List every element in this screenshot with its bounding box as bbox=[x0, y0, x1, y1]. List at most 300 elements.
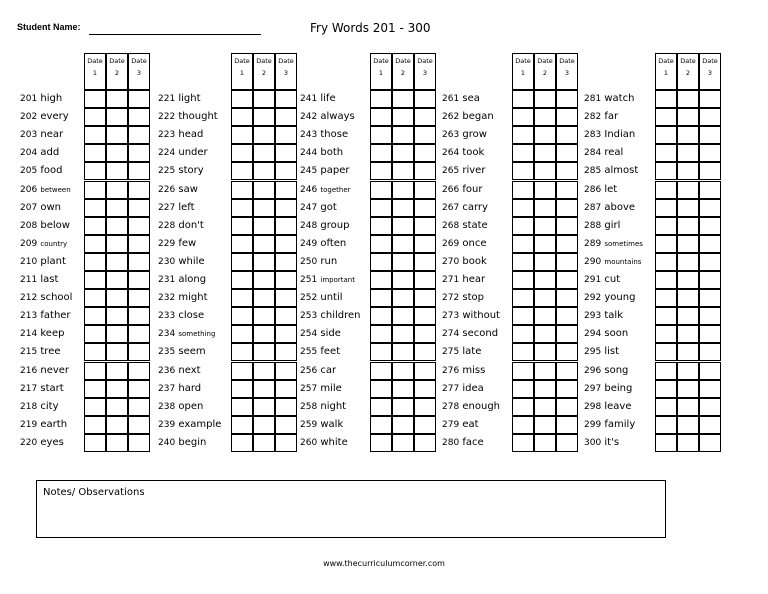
date-checkbox[interactable] bbox=[370, 253, 392, 271]
date-checkbox[interactable] bbox=[699, 362, 721, 380]
date-checkbox[interactable] bbox=[534, 434, 556, 452]
date-checkbox[interactable] bbox=[556, 199, 578, 217]
date-checkbox[interactable] bbox=[655, 217, 677, 235]
date-checkbox[interactable] bbox=[84, 416, 106, 434]
date-checkbox[interactable] bbox=[512, 362, 534, 380]
date-checkbox[interactable] bbox=[677, 126, 699, 144]
date-checkbox[interactable] bbox=[128, 90, 150, 108]
date-checkbox[interactable] bbox=[370, 434, 392, 452]
date-checkbox[interactable] bbox=[534, 362, 556, 380]
date-checkbox[interactable] bbox=[655, 271, 677, 289]
date-checkbox[interactable] bbox=[370, 343, 392, 361]
date-checkbox[interactable] bbox=[534, 235, 556, 253]
date-checkbox[interactable] bbox=[231, 199, 253, 217]
date-checkbox[interactable] bbox=[556, 144, 578, 162]
date-checkbox[interactable] bbox=[253, 416, 275, 434]
date-checkbox[interactable] bbox=[414, 217, 436, 235]
date-checkbox[interactable] bbox=[677, 90, 699, 108]
date-checkbox[interactable] bbox=[84, 199, 106, 217]
date-checkbox[interactable] bbox=[556, 289, 578, 307]
date-checkbox[interactable] bbox=[106, 144, 128, 162]
date-checkbox[interactable] bbox=[392, 126, 414, 144]
date-checkbox[interactable] bbox=[128, 235, 150, 253]
date-checkbox[interactable] bbox=[128, 253, 150, 271]
date-checkbox[interactable] bbox=[84, 108, 106, 126]
date-checkbox[interactable] bbox=[677, 380, 699, 398]
date-checkbox[interactable] bbox=[677, 144, 699, 162]
date-checkbox[interactable] bbox=[370, 181, 392, 199]
date-checkbox[interactable] bbox=[556, 380, 578, 398]
date-checkbox[interactable] bbox=[275, 235, 297, 253]
date-checkbox[interactable] bbox=[699, 343, 721, 361]
date-checkbox[interactable] bbox=[370, 307, 392, 325]
date-checkbox[interactable] bbox=[84, 434, 106, 452]
date-checkbox[interactable] bbox=[414, 199, 436, 217]
date-checkbox[interactable] bbox=[370, 416, 392, 434]
date-checkbox[interactable] bbox=[231, 90, 253, 108]
date-checkbox[interactable] bbox=[655, 416, 677, 434]
date-checkbox[interactable] bbox=[106, 289, 128, 307]
date-checkbox[interactable] bbox=[84, 126, 106, 144]
date-checkbox[interactable] bbox=[512, 235, 534, 253]
date-checkbox[interactable] bbox=[414, 416, 436, 434]
date-checkbox[interactable] bbox=[128, 271, 150, 289]
date-checkbox[interactable] bbox=[106, 126, 128, 144]
date-checkbox[interactable] bbox=[106, 325, 128, 343]
date-checkbox[interactable] bbox=[512, 108, 534, 126]
date-checkbox[interactable] bbox=[699, 380, 721, 398]
date-checkbox[interactable] bbox=[512, 289, 534, 307]
date-checkbox[interactable] bbox=[253, 181, 275, 199]
date-checkbox[interactable] bbox=[677, 362, 699, 380]
date-checkbox[interactable] bbox=[512, 325, 534, 343]
date-checkbox[interactable] bbox=[655, 434, 677, 452]
date-checkbox[interactable] bbox=[275, 362, 297, 380]
date-checkbox[interactable] bbox=[534, 217, 556, 235]
date-checkbox[interactable] bbox=[699, 126, 721, 144]
date-checkbox[interactable] bbox=[370, 144, 392, 162]
date-checkbox[interactable] bbox=[231, 271, 253, 289]
date-checkbox[interactable] bbox=[392, 416, 414, 434]
date-checkbox[interactable] bbox=[253, 217, 275, 235]
date-checkbox[interactable] bbox=[556, 108, 578, 126]
date-checkbox[interactable] bbox=[699, 162, 721, 180]
date-checkbox[interactable] bbox=[414, 126, 436, 144]
date-checkbox[interactable] bbox=[253, 199, 275, 217]
date-checkbox[interactable] bbox=[275, 199, 297, 217]
date-checkbox[interactable] bbox=[370, 199, 392, 217]
date-checkbox[interactable] bbox=[655, 380, 677, 398]
date-checkbox[interactable] bbox=[231, 235, 253, 253]
date-checkbox[interactable] bbox=[106, 199, 128, 217]
date-checkbox[interactable] bbox=[655, 162, 677, 180]
date-checkbox[interactable] bbox=[370, 108, 392, 126]
date-checkbox[interactable] bbox=[556, 343, 578, 361]
date-checkbox[interactable] bbox=[512, 416, 534, 434]
date-checkbox[interactable] bbox=[128, 343, 150, 361]
date-checkbox[interactable] bbox=[414, 325, 436, 343]
date-checkbox[interactable] bbox=[677, 325, 699, 343]
date-checkbox[interactable] bbox=[677, 199, 699, 217]
date-checkbox[interactable] bbox=[534, 398, 556, 416]
date-checkbox[interactable] bbox=[677, 235, 699, 253]
date-checkbox[interactable] bbox=[231, 253, 253, 271]
date-checkbox[interactable] bbox=[84, 235, 106, 253]
date-checkbox[interactable] bbox=[128, 380, 150, 398]
date-checkbox[interactable] bbox=[253, 307, 275, 325]
date-checkbox[interactable] bbox=[655, 126, 677, 144]
date-checkbox[interactable] bbox=[231, 380, 253, 398]
date-checkbox[interactable] bbox=[231, 398, 253, 416]
date-checkbox[interactable] bbox=[534, 126, 556, 144]
date-checkbox[interactable] bbox=[534, 253, 556, 271]
date-checkbox[interactable] bbox=[370, 235, 392, 253]
date-checkbox[interactable] bbox=[231, 162, 253, 180]
date-checkbox[interactable] bbox=[414, 181, 436, 199]
date-checkbox[interactable] bbox=[512, 343, 534, 361]
date-checkbox[interactable] bbox=[84, 217, 106, 235]
date-checkbox[interactable] bbox=[106, 108, 128, 126]
date-checkbox[interactable] bbox=[414, 289, 436, 307]
date-checkbox[interactable] bbox=[253, 90, 275, 108]
date-checkbox[interactable] bbox=[677, 289, 699, 307]
date-checkbox[interactable] bbox=[414, 144, 436, 162]
date-checkbox[interactable] bbox=[534, 162, 556, 180]
date-checkbox[interactable] bbox=[414, 380, 436, 398]
date-checkbox[interactable] bbox=[556, 90, 578, 108]
date-checkbox[interactable] bbox=[512, 199, 534, 217]
date-checkbox[interactable] bbox=[512, 434, 534, 452]
date-checkbox[interactable] bbox=[392, 343, 414, 361]
date-checkbox[interactable] bbox=[370, 90, 392, 108]
date-checkbox[interactable] bbox=[231, 362, 253, 380]
date-checkbox[interactable] bbox=[392, 380, 414, 398]
date-checkbox[interactable] bbox=[414, 398, 436, 416]
date-checkbox[interactable] bbox=[84, 144, 106, 162]
date-checkbox[interactable] bbox=[106, 343, 128, 361]
date-checkbox[interactable] bbox=[231, 343, 253, 361]
date-checkbox[interactable] bbox=[84, 90, 106, 108]
date-checkbox[interactable] bbox=[275, 434, 297, 452]
date-checkbox[interactable] bbox=[534, 307, 556, 325]
date-checkbox[interactable] bbox=[275, 126, 297, 144]
date-checkbox[interactable] bbox=[699, 181, 721, 199]
date-checkbox[interactable] bbox=[512, 398, 534, 416]
date-checkbox[interactable] bbox=[106, 217, 128, 235]
date-checkbox[interactable] bbox=[253, 235, 275, 253]
date-checkbox[interactable] bbox=[275, 398, 297, 416]
date-checkbox[interactable] bbox=[699, 144, 721, 162]
date-checkbox[interactable] bbox=[392, 362, 414, 380]
date-checkbox[interactable] bbox=[512, 253, 534, 271]
date-checkbox[interactable] bbox=[392, 108, 414, 126]
date-checkbox[interactable] bbox=[231, 108, 253, 126]
date-checkbox[interactable] bbox=[534, 271, 556, 289]
date-checkbox[interactable] bbox=[655, 289, 677, 307]
date-checkbox[interactable] bbox=[128, 398, 150, 416]
date-checkbox[interactable] bbox=[699, 90, 721, 108]
date-checkbox[interactable] bbox=[370, 325, 392, 343]
date-checkbox[interactable] bbox=[275, 416, 297, 434]
date-checkbox[interactable] bbox=[84, 181, 106, 199]
date-checkbox[interactable] bbox=[106, 398, 128, 416]
date-checkbox[interactable] bbox=[84, 162, 106, 180]
date-checkbox[interactable] bbox=[253, 398, 275, 416]
date-checkbox[interactable] bbox=[106, 181, 128, 199]
date-checkbox[interactable] bbox=[392, 325, 414, 343]
date-checkbox[interactable] bbox=[84, 271, 106, 289]
date-checkbox[interactable] bbox=[84, 362, 106, 380]
date-checkbox[interactable] bbox=[106, 271, 128, 289]
date-checkbox[interactable] bbox=[275, 162, 297, 180]
date-checkbox[interactable] bbox=[655, 325, 677, 343]
date-checkbox[interactable] bbox=[128, 325, 150, 343]
date-checkbox[interactable] bbox=[370, 362, 392, 380]
date-checkbox[interactable] bbox=[414, 162, 436, 180]
date-checkbox[interactable] bbox=[275, 271, 297, 289]
date-checkbox[interactable] bbox=[677, 181, 699, 199]
date-checkbox[interactable] bbox=[699, 325, 721, 343]
date-checkbox[interactable] bbox=[556, 217, 578, 235]
date-checkbox[interactable] bbox=[253, 271, 275, 289]
date-checkbox[interactable] bbox=[699, 108, 721, 126]
date-checkbox[interactable] bbox=[370, 398, 392, 416]
date-checkbox[interactable] bbox=[699, 289, 721, 307]
date-checkbox[interactable] bbox=[106, 253, 128, 271]
date-checkbox[interactable] bbox=[231, 144, 253, 162]
date-checkbox[interactable] bbox=[556, 307, 578, 325]
date-checkbox[interactable] bbox=[392, 162, 414, 180]
date-checkbox[interactable] bbox=[275, 217, 297, 235]
date-checkbox[interactable] bbox=[275, 144, 297, 162]
date-checkbox[interactable] bbox=[414, 108, 436, 126]
date-checkbox[interactable] bbox=[392, 90, 414, 108]
date-checkbox[interactable] bbox=[370, 289, 392, 307]
date-checkbox[interactable] bbox=[534, 416, 556, 434]
date-checkbox[interactable] bbox=[128, 162, 150, 180]
date-checkbox[interactable] bbox=[534, 144, 556, 162]
date-checkbox[interactable] bbox=[677, 271, 699, 289]
date-checkbox[interactable] bbox=[275, 181, 297, 199]
date-checkbox[interactable] bbox=[392, 144, 414, 162]
date-checkbox[interactable] bbox=[655, 343, 677, 361]
date-checkbox[interactable] bbox=[275, 343, 297, 361]
date-checkbox[interactable] bbox=[512, 126, 534, 144]
student-name-line[interactable] bbox=[89, 34, 261, 35]
date-checkbox[interactable] bbox=[370, 217, 392, 235]
date-checkbox[interactable] bbox=[231, 307, 253, 325]
date-checkbox[interactable] bbox=[699, 253, 721, 271]
date-checkbox[interactable] bbox=[556, 162, 578, 180]
date-checkbox[interactable] bbox=[392, 434, 414, 452]
date-checkbox[interactable] bbox=[275, 108, 297, 126]
date-checkbox[interactable] bbox=[253, 325, 275, 343]
date-checkbox[interactable] bbox=[253, 253, 275, 271]
date-checkbox[interactable] bbox=[84, 343, 106, 361]
date-checkbox[interactable] bbox=[84, 325, 106, 343]
date-checkbox[interactable] bbox=[677, 217, 699, 235]
date-checkbox[interactable] bbox=[84, 289, 106, 307]
date-checkbox[interactable] bbox=[414, 271, 436, 289]
date-checkbox[interactable] bbox=[677, 416, 699, 434]
date-checkbox[interactable] bbox=[106, 307, 128, 325]
date-checkbox[interactable] bbox=[677, 253, 699, 271]
date-checkbox[interactable] bbox=[534, 325, 556, 343]
date-checkbox[interactable] bbox=[253, 362, 275, 380]
date-checkbox[interactable] bbox=[512, 162, 534, 180]
date-checkbox[interactable] bbox=[699, 434, 721, 452]
date-checkbox[interactable] bbox=[128, 126, 150, 144]
date-checkbox[interactable] bbox=[231, 181, 253, 199]
date-checkbox[interactable] bbox=[699, 398, 721, 416]
date-checkbox[interactable] bbox=[392, 199, 414, 217]
date-checkbox[interactable] bbox=[556, 434, 578, 452]
date-checkbox[interactable] bbox=[392, 235, 414, 253]
date-checkbox[interactable] bbox=[128, 108, 150, 126]
date-checkbox[interactable] bbox=[655, 235, 677, 253]
date-checkbox[interactable] bbox=[556, 398, 578, 416]
date-checkbox[interactable] bbox=[699, 199, 721, 217]
date-checkbox[interactable] bbox=[253, 380, 275, 398]
date-checkbox[interactable] bbox=[370, 271, 392, 289]
date-checkbox[interactable] bbox=[275, 90, 297, 108]
date-checkbox[interactable] bbox=[84, 380, 106, 398]
date-checkbox[interactable] bbox=[106, 90, 128, 108]
date-checkbox[interactable] bbox=[655, 253, 677, 271]
date-checkbox[interactable] bbox=[84, 307, 106, 325]
date-checkbox[interactable] bbox=[556, 235, 578, 253]
date-checkbox[interactable] bbox=[512, 217, 534, 235]
date-checkbox[interactable] bbox=[370, 162, 392, 180]
date-checkbox[interactable] bbox=[534, 289, 556, 307]
date-checkbox[interactable] bbox=[512, 271, 534, 289]
date-checkbox[interactable] bbox=[556, 325, 578, 343]
date-checkbox[interactable] bbox=[512, 181, 534, 199]
date-checkbox[interactable] bbox=[275, 307, 297, 325]
date-checkbox[interactable] bbox=[655, 398, 677, 416]
date-checkbox[interactable] bbox=[655, 90, 677, 108]
date-checkbox[interactable] bbox=[392, 398, 414, 416]
date-checkbox[interactable] bbox=[556, 271, 578, 289]
date-checkbox[interactable] bbox=[253, 343, 275, 361]
date-checkbox[interactable] bbox=[253, 126, 275, 144]
date-checkbox[interactable] bbox=[556, 362, 578, 380]
date-checkbox[interactable] bbox=[392, 289, 414, 307]
date-checkbox[interactable] bbox=[655, 307, 677, 325]
date-checkbox[interactable] bbox=[275, 380, 297, 398]
date-checkbox[interactable] bbox=[534, 199, 556, 217]
date-checkbox[interactable] bbox=[534, 343, 556, 361]
date-checkbox[interactable] bbox=[512, 307, 534, 325]
date-checkbox[interactable] bbox=[106, 362, 128, 380]
date-checkbox[interactable] bbox=[414, 235, 436, 253]
date-checkbox[interactable] bbox=[699, 307, 721, 325]
date-checkbox[interactable] bbox=[128, 217, 150, 235]
date-checkbox[interactable] bbox=[231, 289, 253, 307]
date-checkbox[interactable] bbox=[414, 307, 436, 325]
date-checkbox[interactable] bbox=[231, 217, 253, 235]
date-checkbox[interactable] bbox=[414, 434, 436, 452]
date-checkbox[interactable] bbox=[106, 380, 128, 398]
date-checkbox[interactable] bbox=[699, 235, 721, 253]
date-checkbox[interactable] bbox=[512, 144, 534, 162]
date-checkbox[interactable] bbox=[392, 253, 414, 271]
date-checkbox[interactable] bbox=[275, 325, 297, 343]
date-checkbox[interactable] bbox=[106, 434, 128, 452]
date-checkbox[interactable] bbox=[128, 289, 150, 307]
date-checkbox[interactable] bbox=[677, 108, 699, 126]
date-checkbox[interactable] bbox=[275, 289, 297, 307]
date-checkbox[interactable] bbox=[128, 434, 150, 452]
date-checkbox[interactable] bbox=[655, 181, 677, 199]
date-checkbox[interactable] bbox=[414, 253, 436, 271]
date-checkbox[interactable] bbox=[370, 380, 392, 398]
date-checkbox[interactable] bbox=[677, 162, 699, 180]
date-checkbox[interactable] bbox=[275, 253, 297, 271]
date-checkbox[interactable] bbox=[699, 416, 721, 434]
date-checkbox[interactable] bbox=[128, 362, 150, 380]
date-checkbox[interactable] bbox=[128, 307, 150, 325]
date-checkbox[interactable] bbox=[534, 181, 556, 199]
date-checkbox[interactable] bbox=[414, 90, 436, 108]
date-checkbox[interactable] bbox=[534, 380, 556, 398]
date-checkbox[interactable] bbox=[128, 181, 150, 199]
date-checkbox[interactable] bbox=[128, 199, 150, 217]
date-checkbox[interactable] bbox=[253, 289, 275, 307]
date-checkbox[interactable] bbox=[370, 126, 392, 144]
date-checkbox[interactable] bbox=[106, 235, 128, 253]
date-checkbox[interactable] bbox=[231, 434, 253, 452]
date-checkbox[interactable] bbox=[655, 199, 677, 217]
date-checkbox[interactable] bbox=[253, 434, 275, 452]
date-checkbox[interactable] bbox=[414, 343, 436, 361]
notes-box[interactable] bbox=[36, 480, 666, 538]
date-checkbox[interactable] bbox=[392, 271, 414, 289]
date-checkbox[interactable] bbox=[512, 90, 534, 108]
date-checkbox[interactable] bbox=[655, 144, 677, 162]
date-checkbox[interactable] bbox=[699, 271, 721, 289]
date-checkbox[interactable] bbox=[677, 307, 699, 325]
date-checkbox[interactable] bbox=[556, 416, 578, 434]
date-checkbox[interactable] bbox=[699, 217, 721, 235]
date-checkbox[interactable] bbox=[253, 108, 275, 126]
date-checkbox[interactable] bbox=[106, 162, 128, 180]
date-checkbox[interactable] bbox=[231, 126, 253, 144]
date-checkbox[interactable] bbox=[392, 181, 414, 199]
date-checkbox[interactable] bbox=[655, 362, 677, 380]
date-checkbox[interactable] bbox=[84, 253, 106, 271]
date-checkbox[interactable] bbox=[677, 434, 699, 452]
date-checkbox[interactable] bbox=[556, 126, 578, 144]
date-checkbox[interactable] bbox=[556, 253, 578, 271]
date-checkbox[interactable] bbox=[106, 416, 128, 434]
date-checkbox[interactable] bbox=[231, 325, 253, 343]
date-checkbox[interactable] bbox=[253, 162, 275, 180]
date-checkbox[interactable] bbox=[534, 90, 556, 108]
date-checkbox[interactable] bbox=[512, 380, 534, 398]
date-checkbox[interactable] bbox=[84, 398, 106, 416]
date-checkbox[interactable] bbox=[128, 416, 150, 434]
date-checkbox[interactable] bbox=[128, 144, 150, 162]
date-checkbox[interactable] bbox=[253, 144, 275, 162]
date-checkbox[interactable] bbox=[392, 217, 414, 235]
date-checkbox[interactable] bbox=[677, 398, 699, 416]
date-checkbox[interactable] bbox=[392, 307, 414, 325]
date-checkbox[interactable] bbox=[556, 181, 578, 199]
date-checkbox[interactable] bbox=[655, 108, 677, 126]
date-checkbox[interactable] bbox=[534, 108, 556, 126]
date-checkbox[interactable] bbox=[231, 416, 253, 434]
